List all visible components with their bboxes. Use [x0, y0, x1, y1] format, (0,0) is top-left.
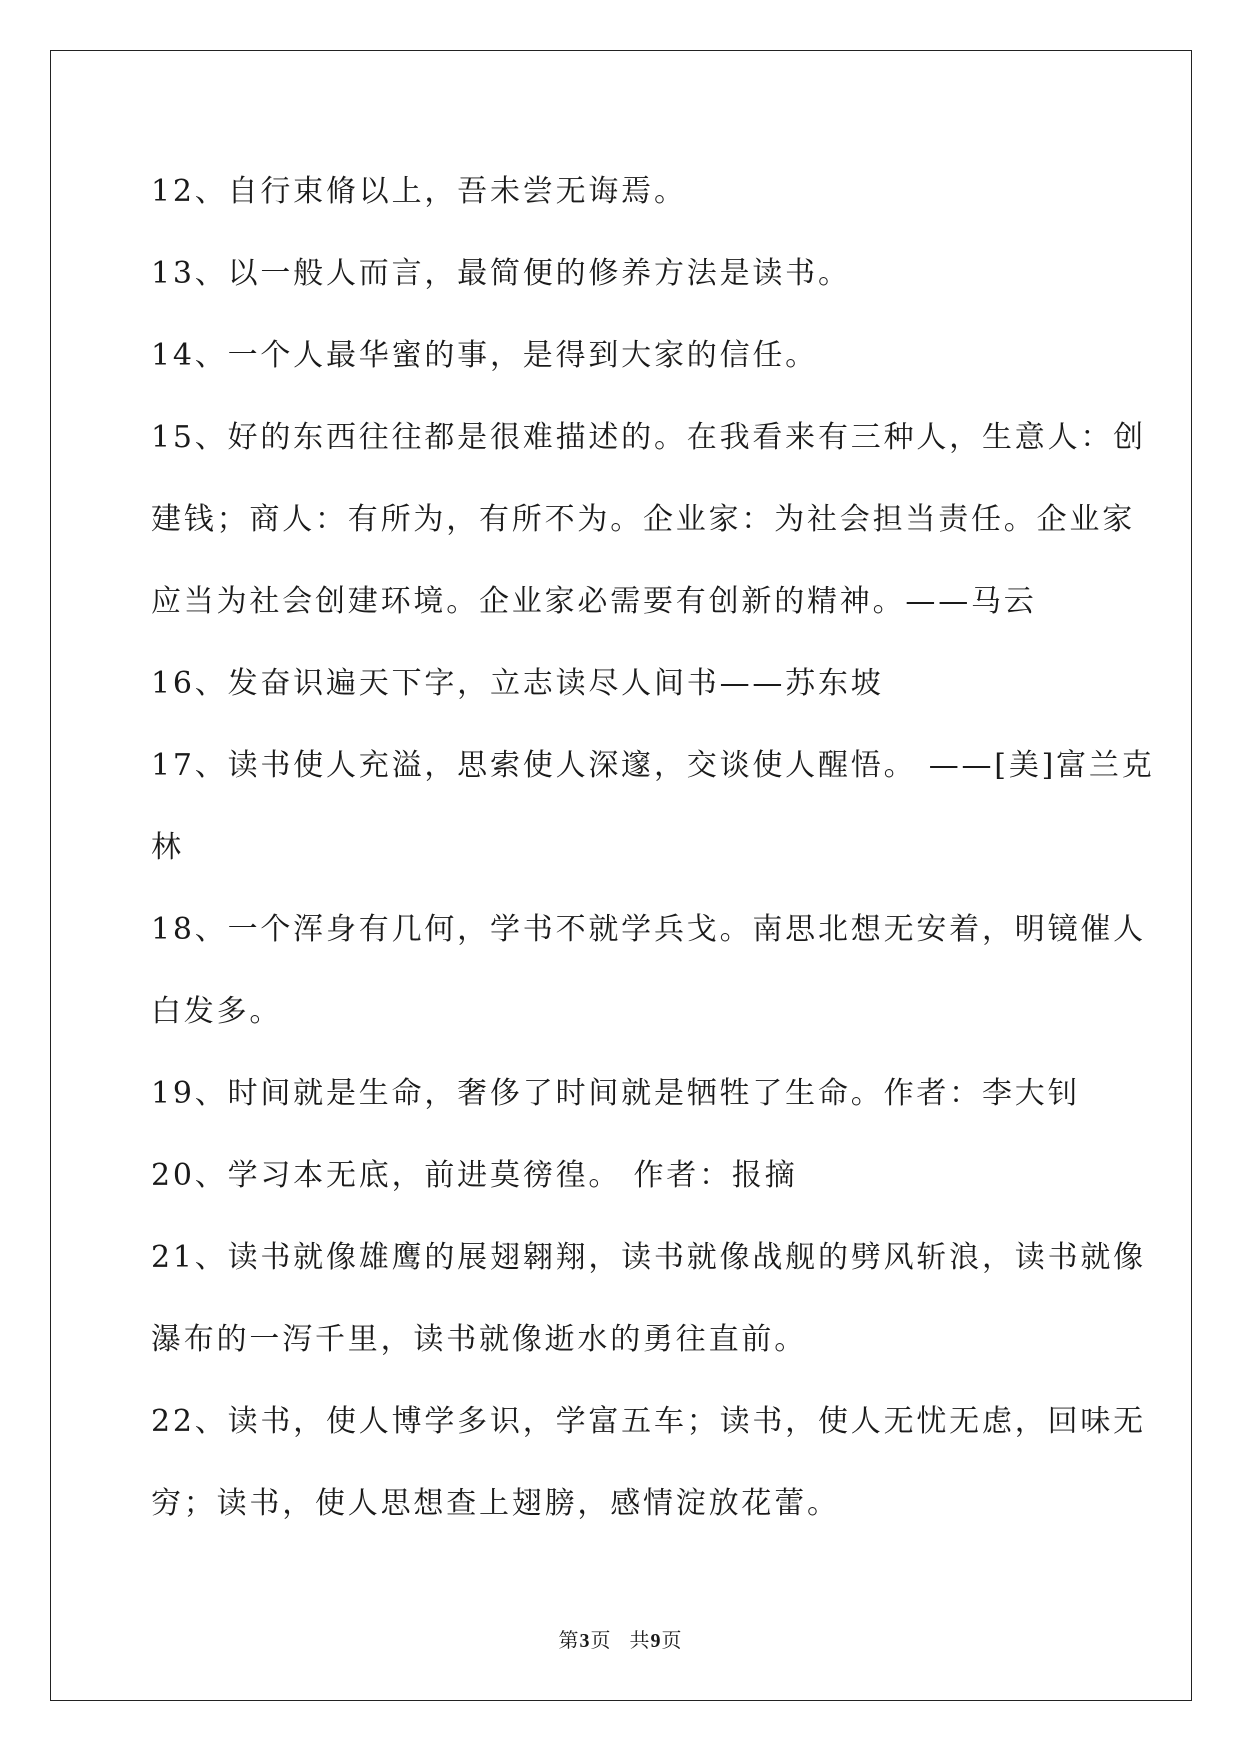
text-line: 建钱；商人：有所为，有所不为。企业家：为社会担当责任。企业家 [151, 502, 1135, 537]
text-line: 21、读书就像雄鹰的展翅翱翔，读书就像战舰的劈风斩浪，读书就像 [151, 1240, 1146, 1275]
text-line: 穷；读书，使人思想查上翅膀，感情淀放花蕾。 [151, 1486, 840, 1521]
total-page-number: 9 [650, 1630, 662, 1652]
current-page-number: 3 [579, 1630, 591, 1652]
page-suffix: 页 [590, 1628, 612, 1652]
text-line: 白发多。 [151, 994, 283, 1029]
text-line: 12、自行束脩以上，吾未尝无诲焉。 [151, 174, 687, 209]
text-line: 14、一个人最华蜜的事，是得到大家的信任。 [151, 338, 818, 373]
page-footer [0, 1624, 1241, 1653]
document-body [151, 166, 1155, 1560]
text-line: 19、时间就是生命，奢侈了时间就是牺牲了生命。作者：李大钊 [151, 1076, 1081, 1111]
text-line: 15、好的东西往往都是很难描述的。在我看来有三种人，生意人：创 [151, 420, 1146, 455]
page-prefix: 第 [558, 1628, 580, 1652]
text-line: 20、学习本无底，前进莫徬徨。 作者：报摘 [151, 1158, 798, 1193]
text-line: 瀑布的一泻千里，读书就像逝水的勇往直前。 [151, 1322, 807, 1357]
text-line: 18、一个浑身有几何，学书不就学兵戈。南思北想无安着，明镜催人 [151, 912, 1146, 947]
total-prefix: 共 [629, 1628, 651, 1652]
text-line: 17、读书使人充溢，思索使人深邃，交谈使人醒悟。 ——[美]富兰克 [151, 748, 1155, 783]
total-suffix: 页 [661, 1628, 683, 1652]
text-line: 应当为社会创建环境。企业家必需要有创新的精神。——马云 [151, 584, 1037, 619]
text-line: 22、读书，使人博学多识，学富五车；读书，使人无忧无虑，回味无 [151, 1404, 1146, 1439]
text-line: 13、以一般人而言，最简便的修养方法是读书。 [151, 256, 851, 291]
text-line: 16、发奋识遍天下字，立志读尽人间书——苏东坡 [151, 666, 884, 701]
text-line: 林 [151, 830, 184, 865]
